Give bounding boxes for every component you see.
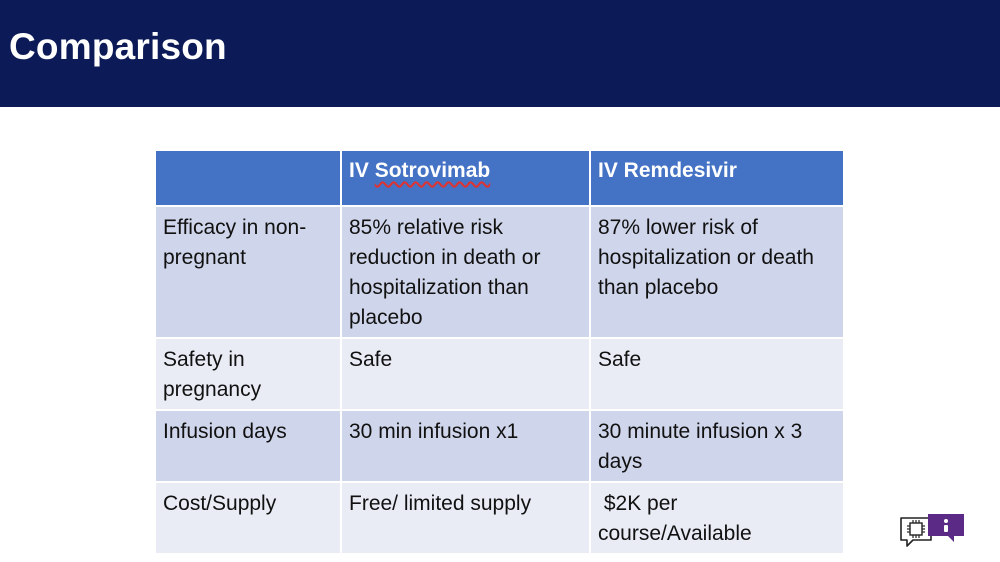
header-cell-sotrovimab: IV Sotrovimab [341, 150, 590, 206]
cell-sotrovimab-cost: Free/ limited supply [341, 482, 590, 554]
table-header-row [155, 150, 844, 206]
row-label-safety: Safety in pregnancy [155, 338, 341, 410]
chip-chat-bubble-icon[interactable] [898, 512, 968, 552]
sotrovimab-header-label: Sotrovimab [374, 159, 491, 182]
header-cell-remdesivir: IV Remdesivir [590, 150, 844, 206]
row-label-efficacy: Efficacy in non-pregnant [155, 206, 341, 338]
table-row [155, 482, 844, 554]
cell-remdesivir-safety: Safe [590, 338, 844, 410]
cell-sotrovimab-infusion: 30 min infusion x1 [341, 410, 590, 482]
header-cell-empty [155, 150, 341, 206]
table [154, 149, 845, 555]
cell-remdesivir-efficacy: 87% lower risk of hospitalization or death than placebo [590, 206, 844, 338]
cell-remdesivir-infusion: 30 minute infusion x 3 days [590, 410, 844, 482]
title-bar [0, 0, 1000, 107]
cell-sotrovimab-efficacy: 85% relative risk reduction in death or hospitalization than placebo [341, 206, 590, 338]
cell-remdesivir-cost: $2K per course/Available [590, 482, 844, 554]
row-label-cost: Cost/Supply [155, 482, 341, 554]
table-row [155, 206, 844, 338]
table-row [155, 410, 844, 482]
cell-sotrovimab-safety: Safe [341, 338, 590, 410]
comparison-table [154, 149, 843, 555]
table-row [155, 338, 844, 410]
slide-title: Comparison [9, 26, 227, 67]
row-label-infusion: Infusion days [155, 410, 341, 482]
